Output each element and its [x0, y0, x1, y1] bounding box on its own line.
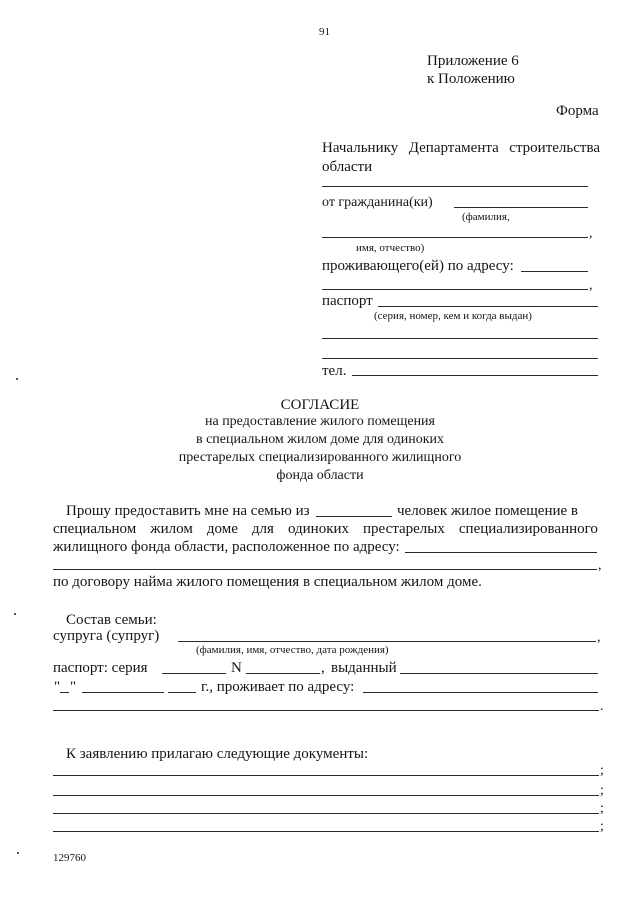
- document-separator-4: ;: [600, 819, 604, 834]
- request-line-3: жилищного фонда области, расположенное по адресу:: [53, 539, 400, 555]
- addressee-word-3: строительства: [509, 140, 600, 156]
- family-size-field: [316, 516, 392, 517]
- housing-address-field-2: [53, 569, 597, 570]
- issued-label: выданный: [331, 660, 397, 676]
- addressee-word-1: Начальнику: [322, 140, 399, 156]
- addressee-blank-line: [322, 186, 588, 187]
- housing-address-field-1: [405, 552, 597, 553]
- page-number: 91: [319, 26, 330, 38]
- spouse-passport-number-field: [246, 673, 320, 674]
- request-word-4: для: [251, 521, 274, 537]
- request-start: Прошу предоставить мне на семью из: [66, 503, 310, 519]
- request-word-1: специальном: [53, 521, 137, 537]
- spouse-address-field-1: [363, 692, 598, 693]
- phone-label: тел.: [322, 363, 347, 379]
- from-citizen-label: от гражданина(ки): [322, 195, 433, 210]
- document-separator-1: ;: [600, 763, 604, 778]
- document-separator-3: ;: [600, 801, 604, 816]
- addressee-line-1: [322, 141, 600, 156]
- addressee-word-2: Департамента: [408, 140, 499, 156]
- full-name-comma: ,: [589, 226, 593, 241]
- passport-field-2: [322, 338, 598, 339]
- document-title: СОГЛАСИЕ: [280, 397, 360, 413]
- request-end: человек жилое помещение в: [397, 503, 578, 519]
- spouse-address-period: .: [600, 699, 604, 714]
- spouse-address-label: г., проживает по адресу:: [201, 679, 355, 695]
- document-field-4: [53, 831, 599, 832]
- passport-field-3: [322, 358, 598, 359]
- number-sign: N: [231, 660, 242, 676]
- title-subline-4: фонда области: [276, 468, 364, 483]
- spouse-passport-issuer-field: [400, 673, 598, 674]
- passport-label: паспорт: [322, 293, 373, 309]
- spouse-hint: (фамилия, имя, отчество, дата рождения): [196, 644, 389, 656]
- address-label: проживающего(ей) по адресу:: [322, 258, 514, 274]
- date-day-field: [60, 692, 69, 693]
- document-field-3: [53, 813, 599, 814]
- issued-comma: ,: [321, 660, 325, 676]
- date-quote-close: ": [70, 679, 77, 695]
- request-line-2: [53, 522, 598, 537]
- request-word-2: жилом: [150, 521, 193, 537]
- passport-field: [378, 306, 598, 307]
- scan-mark-1: [16, 378, 18, 380]
- request-word-7: специализированного: [458, 521, 598, 537]
- addressee-line-2: области: [322, 159, 373, 175]
- passport-hint: (серия, номер, кем и когда выдан): [374, 310, 532, 322]
- spouse-field: [178, 641, 596, 642]
- address-field-2: [322, 289, 588, 290]
- full-name-field: [322, 237, 588, 238]
- address-comma: ,: [589, 278, 593, 293]
- address-field-1: [521, 271, 588, 272]
- date-month-field: [82, 692, 164, 693]
- scan-mark-2: [14, 613, 16, 615]
- scan-mark-3: [17, 852, 19, 854]
- appendix-reference: к Положению: [427, 71, 515, 87]
- phone-field: [352, 375, 598, 376]
- title-subline-3: престарелых специализированного жилищного: [178, 450, 462, 465]
- form-label: Форма: [556, 103, 599, 119]
- from-citizen-field: [454, 207, 588, 208]
- appendix-number: Приложение 6: [427, 53, 519, 69]
- spouse-label: супруга (супруг): [53, 628, 160, 644]
- name-hint: имя, отчество): [356, 242, 425, 254]
- document-field-1: [53, 775, 599, 776]
- family-heading: Состав семьи:: [66, 612, 157, 628]
- document-separator-2: ;: [600, 783, 604, 798]
- surname-hint: (фамилия,: [462, 211, 510, 223]
- date-year-field: [168, 692, 196, 693]
- documents-heading: К заявлению прилагаю следующие документы:: [66, 746, 369, 762]
- title-subline-2: в специальном жилом доме для одиноких: [195, 432, 445, 447]
- title-subline-1: на предоставление жилого помещения: [204, 414, 435, 429]
- spouse-address-field-2: [53, 710, 599, 711]
- date-quote-open: ": [54, 679, 61, 695]
- spouse-passport-series-label: паспорт: серия: [53, 660, 148, 676]
- spouse-passport-series-field: [162, 673, 226, 674]
- housing-address-comma: ,: [598, 558, 602, 573]
- request-line-5: по договору найма жилого помещения в специальном жилом доме.: [53, 574, 482, 590]
- request-word-5: одиноких: [287, 521, 350, 537]
- request-word-6: престарелых: [363, 521, 445, 537]
- spouse-comma: ,: [597, 630, 601, 645]
- document-field-2: [53, 795, 599, 796]
- footer-code: 129760: [53, 852, 86, 864]
- request-word-3: доме: [206, 521, 238, 537]
